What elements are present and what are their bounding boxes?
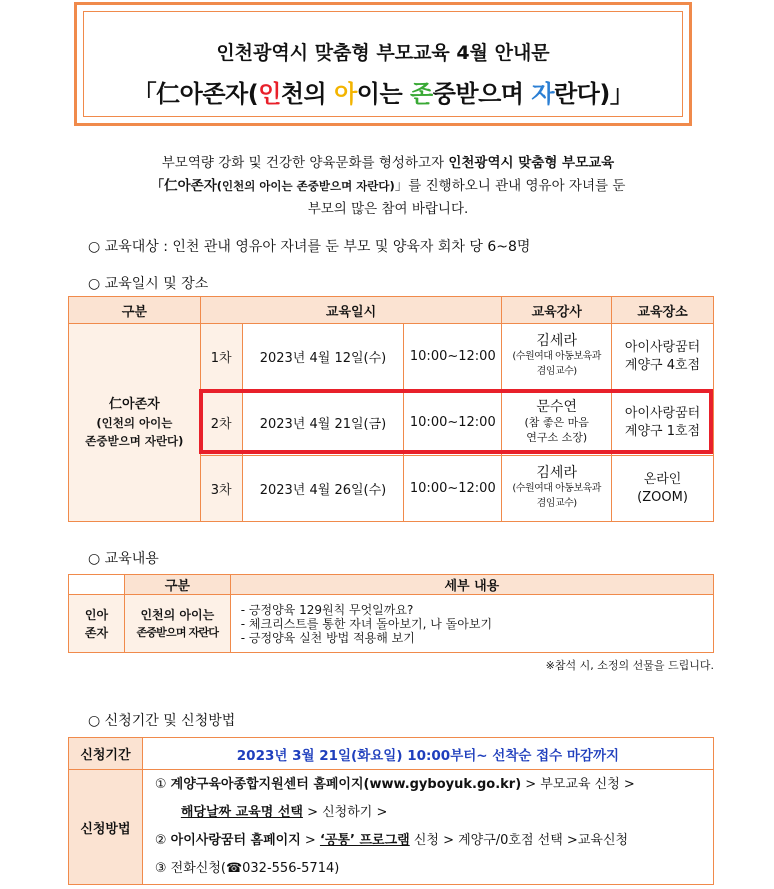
program-name: 仁아존자 — [109, 396, 160, 412]
instructor-cell — [502, 324, 612, 390]
instructor-affil: (수원여대 아동보육과 — [512, 483, 601, 494]
title-box — [74, 2, 692, 126]
instructor-affil: (참 좋은 마음 — [524, 416, 589, 429]
content-heading: ○ 교육내용 — [88, 551, 159, 567]
place-name: 아이사랑꿈터 — [624, 405, 701, 421]
title-text: 천의 — [280, 80, 335, 108]
col-header: 교육장소 — [612, 297, 714, 324]
title-char-jon: 존 — [410, 80, 433, 108]
date-cell: 2023년 4월 26일(수) — [242, 456, 404, 522]
highlight-box — [199, 389, 713, 454]
program-sub: 존중받으며 자란다) — [85, 433, 184, 448]
method-3: ③ 전화신청(☎032-556-5714) — [154, 861, 340, 876]
col-header: 교육일시 — [200, 297, 502, 324]
time-cell: 10:00~12:00 — [404, 390, 502, 456]
instructor-name: 김세라 — [536, 465, 577, 481]
apply-method-row — [69, 770, 714, 885]
schedule-heading: ○ 교육일시 및 장소 — [88, 276, 209, 292]
instructor-affil: 연구소 소장) — [526, 431, 588, 444]
title-text: 중받으며 — [432, 80, 532, 108]
place-branch: (ZOOM) — [637, 489, 688, 505]
gift-notice: ※참석 시, 소정의 선물을 드립니다. — [545, 659, 714, 672]
date-cell: 2023년 4월 12일(수) — [242, 324, 404, 390]
date-cell: 2023년 4월 21일(금) — [242, 390, 404, 456]
round-cell: 1차 — [200, 324, 242, 390]
detail-item: - 긍정양육 129원칙 무엇일까요? — [240, 602, 414, 617]
title-text: 란다) — [554, 80, 610, 108]
col-header: 세부 내용 — [230, 575, 713, 595]
method-site: 계양구육아종합지원센터 홈페이지(www.gyboyuk.go.kr) — [170, 777, 522, 792]
apply-heading: ○ 신청기간 및 신청방법 — [88, 713, 236, 729]
title-text: 이는 — [356, 80, 411, 108]
apply-table — [68, 737, 714, 885]
detail-item: - 체크리스트를 통한 자녀 돌아보기, 나 돌아보기 — [240, 616, 493, 631]
place-name: 온라인 — [643, 471, 682, 487]
title-bracket-open: 「 — [132, 80, 157, 108]
method-label: 신청방법 — [69, 770, 143, 885]
title-inner-border — [83, 11, 683, 117]
instructor-affil: 겸임교수) — [536, 366, 577, 377]
method-step: > 신청하기 > — [302, 805, 388, 820]
place-branch: 계양구 1호점 — [624, 423, 701, 439]
col-header: 교육강사 — [502, 297, 612, 324]
instructor-cell — [502, 456, 612, 522]
method-1-cont — [155, 799, 713, 827]
place-branch: 계양구 4호점 — [624, 357, 701, 373]
intro-bold: 인천광역시 맞춤형 부모교육 — [448, 155, 615, 171]
content-detail — [230, 595, 713, 653]
apply-period-row — [69, 738, 714, 770]
content-table — [68, 574, 714, 653]
method-num: ① — [154, 777, 171, 792]
title-bracket-close: 」 — [609, 80, 634, 108]
round-cell: 3차 — [200, 456, 242, 522]
intro-text: 」를 진행하오니 관내 영유아 자녀를 둔 — [394, 178, 626, 194]
program-cell — [69, 324, 201, 522]
round-cell: 2차 — [200, 390, 242, 456]
place-name: 아이사랑꿈터 — [624, 339, 701, 355]
method-step: > — [300, 833, 320, 848]
method-step-underlined: ‘공통’ 프로그램 — [319, 833, 410, 848]
content-sub — [124, 595, 230, 653]
intro-paragraph — [70, 152, 706, 221]
time-cell: 10:00~12:00 — [404, 456, 502, 522]
title-char-in: 인 — [258, 80, 281, 108]
instructor-affil: 겸임교수) — [536, 498, 577, 509]
instructor-name: 문수연 — [536, 399, 577, 415]
detail-item: - 긍정양육 실천 방법 적용해 보기 — [240, 630, 415, 645]
place-cell — [612, 456, 714, 522]
method-num: ② — [154, 833, 171, 848]
title-program-prefix: 仁아존자( — [156, 80, 259, 108]
content-label — [69, 595, 125, 653]
title-line2 — [84, 74, 682, 109]
label-line: 인아 — [84, 607, 109, 622]
title-line1: 인천광역시 맞춤형 부모교육 4월 안내문 — [216, 42, 550, 64]
time-cell: 10:00~12:00 — [404, 324, 502, 390]
target-line: ○ 교육대상 : 인천 관내 영유아 자녀를 둔 부모 및 양육자 회차 당 6~8명 — [88, 239, 531, 255]
title-char-ja: 자 — [531, 80, 554, 108]
blank-header — [69, 575, 125, 595]
content-header-row — [69, 575, 714, 595]
method-list — [142, 770, 713, 885]
intro-bold-small: (인천의 아이는 존중받으며 자란다) — [216, 179, 395, 193]
intro-text: 부모의 많은 참여 바랍니다. — [307, 201, 469, 217]
program-sub: (인천의 아이는 — [96, 415, 173, 430]
intro-text: 부모역량 강화 및 건강한 양육문화를 형성하고자 — [161, 155, 449, 171]
sub-line: 존중받으며 자란다 — [136, 625, 219, 639]
col-header: 구분 — [69, 297, 201, 324]
instructor-name: 김세라 — [536, 333, 577, 349]
method-step-underlined: 해당날짜 교육명 선택 — [180, 805, 303, 820]
instructor-affil: (수원여대 아동보육과 — [512, 351, 601, 362]
content-row — [69, 595, 714, 653]
schedule-header-row — [69, 297, 714, 324]
sub-line: 인천의 아이는 — [140, 607, 215, 622]
col-header: 구분 — [124, 575, 230, 595]
method-step: > 부모교육 신청 > — [521, 777, 635, 792]
method-site: 아이사랑꿈터 홈페이지 — [170, 833, 301, 848]
schedule-row — [69, 324, 714, 390]
label-line: 존자 — [84, 625, 109, 640]
method-step: 신청 > 계양구/0호점 선택 >교육신청 — [409, 833, 629, 848]
period-label: 신청기간 — [69, 738, 143, 770]
place-cell — [612, 324, 714, 390]
title-char-a: 아 — [334, 80, 357, 108]
intro-bold: 「仁아존자 — [150, 178, 217, 194]
period-value: 2023년 3월 21일(화요일) 10:00부터~ 선착순 접수 마감까지 — [142, 738, 713, 770]
method-2 — [155, 827, 713, 855]
method-1 — [155, 771, 713, 799]
